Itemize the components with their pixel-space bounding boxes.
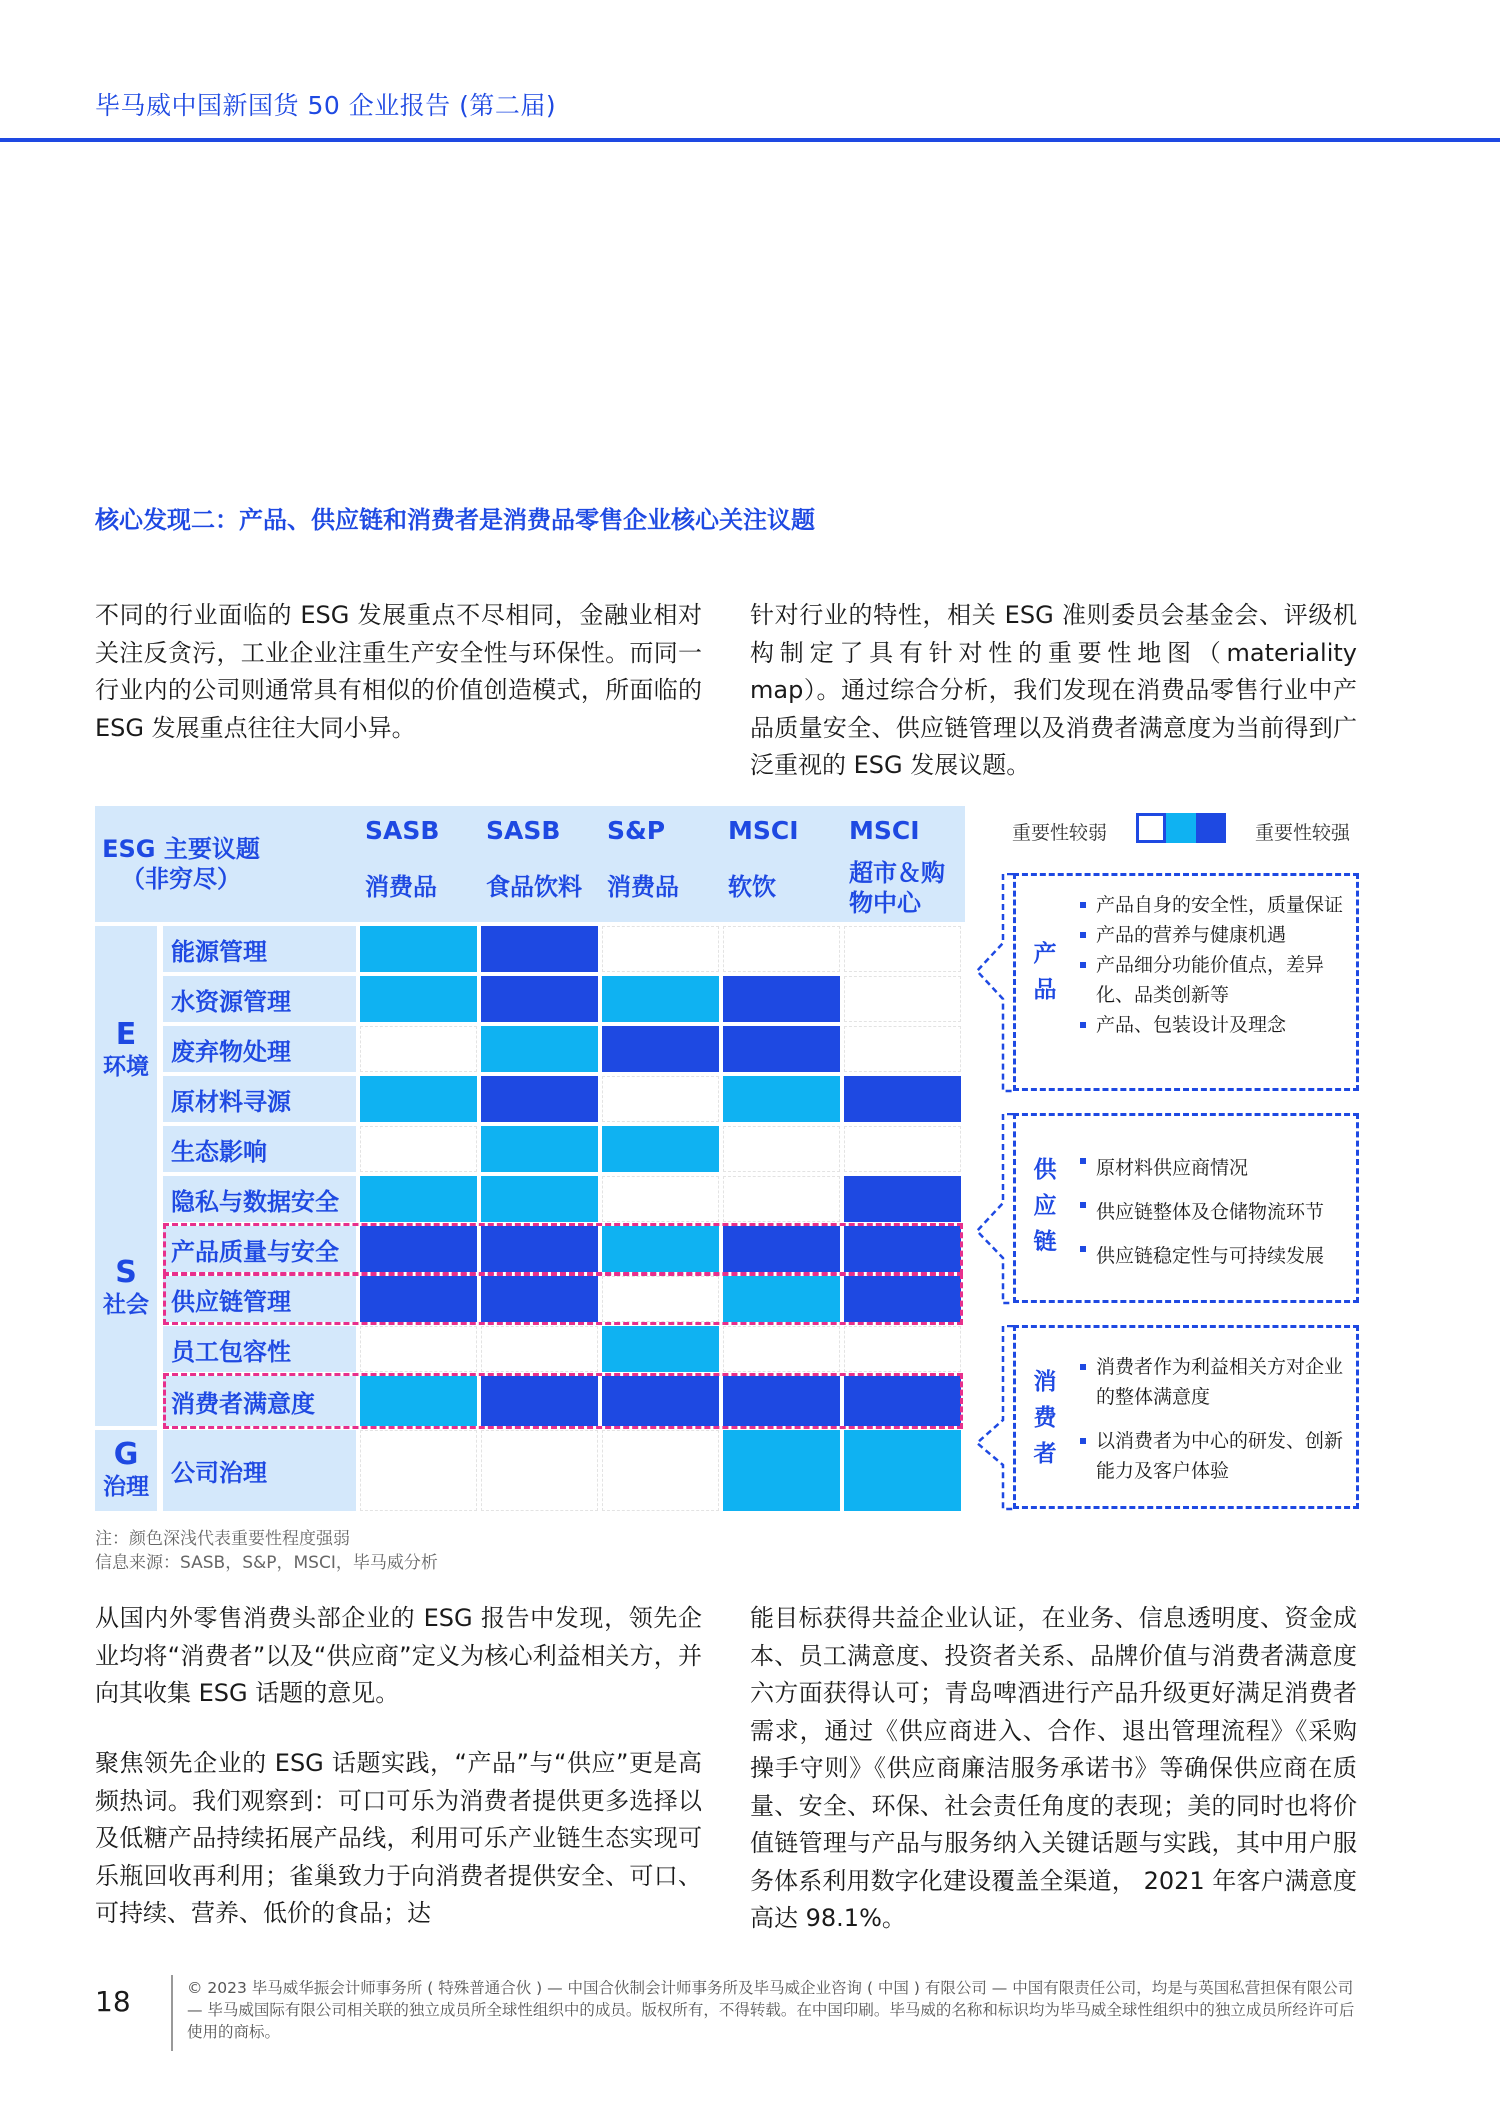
column-framework: SASB	[486, 816, 561, 845]
matrix-topic-cell: 水资源管理	[163, 976, 356, 1022]
matrix-cell	[602, 1076, 719, 1122]
legend-strong-label: 重要性较强	[1255, 822, 1351, 844]
matrix-cell	[602, 1430, 719, 1511]
list-item: 原材料供应商情况	[1078, 1146, 1344, 1190]
matrix-cell	[360, 1076, 477, 1122]
matrix-cell	[602, 1126, 719, 1172]
category-letter: S	[115, 1255, 137, 1290]
topic-box-product	[1013, 873, 1359, 1091]
matrix-cell	[481, 1430, 598, 1511]
column-industry: 软饮	[728, 873, 776, 901]
list-item: 供应链整体及仓储物流环节	[1078, 1190, 1344, 1234]
column-industry: 消费品	[365, 873, 437, 901]
matrix-cell	[481, 1176, 598, 1222]
matrix-cell	[723, 926, 840, 972]
matrix-cell	[844, 1326, 961, 1372]
matrix-topic-cell: 产品质量与安全	[163, 1226, 356, 1272]
category-name: 治理	[103, 1474, 149, 1500]
esg-materiality-matrix	[95, 806, 965, 1511]
matrix-cell	[602, 976, 719, 1022]
list-item: 消费者作为利益相关方对企业的整体满意度	[1078, 1352, 1344, 1412]
matrix-topic-cell: 原材料寻源	[163, 1076, 356, 1122]
list-item: 以消费者为中心的研发、创新能力及客户体验	[1078, 1426, 1344, 1486]
topic-box-supply-chain	[1013, 1113, 1359, 1303]
matrix-cell	[844, 1026, 961, 1072]
column-industry: 超市＆购物中心	[849, 859, 945, 917]
category-letter: G	[113, 1437, 139, 1472]
matrix-cell	[360, 1026, 477, 1072]
topic-title: 产品	[1033, 941, 1057, 1003]
matrix-cell	[602, 926, 719, 972]
matrix-cell	[602, 1176, 719, 1222]
matrix-cell	[723, 1430, 840, 1511]
category-name: 社会	[103, 1292, 149, 1318]
matrix-cell	[481, 1026, 598, 1072]
matrix-cell	[723, 1326, 840, 1372]
matrix-topic-cell: 员工包容性	[163, 1326, 356, 1372]
column-framework: S&P	[607, 816, 666, 845]
page-number: 18	[95, 1985, 131, 2018]
highlighted-row-outline	[163, 1273, 963, 1325]
highlighted-row-outline	[163, 1223, 963, 1275]
legend-swatch-none	[1136, 813, 1166, 843]
body-left-paragraph-2: 聚焦领先企业的 ESG 话题实践，“产品”与“供应”更是高频热词。我们观察到：可口可乐为消费者提供更多选择以及低糖产品持续拓展产品线，利用可乐产业链生态实现可乐瓶回收再利用；雀巢致力于向消费者提供安全、可口、可持续、营养、低价的食品；达	[95, 1749, 702, 1927]
matrix-cell	[723, 1126, 840, 1172]
column-framework: MSCI	[728, 816, 799, 845]
matrix-topic-cell: 供应链管理	[163, 1276, 356, 1322]
report-title: 毕马威中国新国货 50 企业报告 (第二届)	[95, 91, 557, 120]
matrix-cell	[481, 1326, 598, 1372]
matrix-cell	[844, 976, 961, 1022]
list-item: 产品的营养与健康机遇	[1078, 920, 1344, 950]
legend-weak-label: 重要性较弱	[1012, 822, 1108, 844]
matrix-topic-cell: 隐私与数据安全	[163, 1176, 356, 1222]
topic-item-list	[1078, 1146, 1344, 1278]
product-connector	[975, 873, 1015, 1143]
matrix-cell	[481, 976, 598, 1022]
topic-title: 消费者	[1033, 1369, 1057, 1467]
matrix-cell	[602, 1026, 719, 1072]
figure-notes	[95, 1527, 438, 1575]
figure-note: 注：颜色深浅代表重要性程度强弱	[95, 1529, 350, 1549]
matrix-cell	[481, 1076, 598, 1122]
matrix-cell	[844, 1176, 961, 1222]
matrix-cell	[481, 1126, 598, 1172]
matrix-cell	[360, 926, 477, 972]
list-item: 供应链稳定性与可持续发展	[1078, 1234, 1344, 1278]
matrix-cell	[723, 1176, 840, 1222]
list-item: 产品自身的安全性，质量保证	[1078, 890, 1344, 920]
matrix-topic-cell: 废弃物处理	[163, 1026, 356, 1072]
category-name: 环境	[103, 1054, 149, 1080]
legend-swatch-medium	[1166, 813, 1196, 843]
matrix-cell	[360, 1176, 477, 1222]
matrix-cell	[844, 1126, 961, 1172]
matrix-cell	[360, 1326, 477, 1372]
category-letter: E	[115, 1017, 137, 1052]
matrix-cell	[844, 1076, 961, 1122]
column-framework: MSCI	[849, 816, 920, 845]
footer-rule	[171, 1975, 173, 2051]
matrix-cell	[723, 1026, 840, 1072]
matrix-topic-cell: 能源管理	[163, 926, 356, 972]
supply-chain-connector	[975, 1113, 1015, 1313]
matrix-cell	[360, 976, 477, 1022]
legend-swatch-strong	[1196, 813, 1226, 843]
list-item: 产品、包装设计及理念	[1078, 1010, 1344, 1040]
matrix-topic-cell: 消费者满意度	[163, 1376, 356, 1426]
matrix-cell	[723, 976, 840, 1022]
column-industry: 食品饮料	[486, 873, 582, 901]
matrix-cell	[602, 1326, 719, 1372]
matrix-topic-cell: 生态影响	[163, 1126, 356, 1172]
topic-item-list	[1078, 890, 1344, 1040]
header-rule	[0, 138, 1500, 142]
matrix-header-label: ESG 主要议题（非穷尽）	[102, 835, 260, 893]
matrix-cell	[723, 1076, 840, 1122]
matrix-cell	[360, 1126, 477, 1172]
topic-title: 供应链	[1033, 1157, 1057, 1255]
column-framework: SASB	[365, 816, 440, 845]
consumer-connector	[975, 1325, 1015, 1515]
matrix-topic-cell: 公司治理	[163, 1430, 356, 1511]
list-item: 产品细分功能价值点，差异化、品类创新等	[1078, 950, 1344, 1010]
matrix-cell	[844, 1430, 961, 1511]
footer-copyright: © 2023 毕马威华振会计师事务所 ( 特殊普通合伙 ) — 中国合伙制会计师事务所及毕马威企业咨询 ( 中国 ) 有限公司 — 中国有限责任公司，均是与英国私营担保有限公司 — 毕马威国际有限公司相关联的独立成员所全球性组织中的成员。版权所有，不得转载。在中国印刷。毕马威的名称和标识均为毕马威全球性组织中的独立成员所经许可后使用的商标。	[187, 1979, 1355, 2041]
highlighted-row-outline	[163, 1373, 963, 1429]
matrix-cell	[360, 1430, 477, 1511]
category-governance	[95, 1430, 157, 1511]
section-heading: 核心发现二：产品、供应链和消费者是消费品零售企业核心关注议题	[95, 506, 815, 534]
matrix-cell	[844, 926, 961, 972]
intro-left-paragraph: 不同的行业面临的 ESG 发展重点不尽相同，金融业相对关注反贪污，工业企业注重生产安全性与环保性。而同一行业内的公司则通常具有相似的价值创造模式，所面临的 ESG 发展重点往往大同小异。	[95, 601, 702, 742]
category-environment	[95, 926, 157, 1176]
column-industry: 消费品	[607, 873, 679, 901]
topic-box-consumer	[1013, 1325, 1359, 1509]
topic-item-list	[1078, 1352, 1344, 1486]
category-social	[95, 1176, 157, 1426]
intro-right-paragraph: 针对行业的特性，相关 ESG 准则委员会基金会、评级机构制定了具有针对性的重要性地图（materiality map）。通过综合分析，我们发现在消费品零售行业中产品质量安全、供应链管理以及消费者满意度为当前得到广泛重视的 ESG 发展议题。	[750, 601, 1357, 779]
matrix-cell	[481, 926, 598, 972]
body-left-paragraph-1: 从国内外零售消费头部企业的 ESG 报告中发现，领先企业均将“消费者”以及“供应商”定义为核心利益相关方，并向其收集 ESG 话题的意见。	[95, 1604, 702, 1707]
body-right-paragraph: 能目标获得共益企业认证，在业务、信息透明度、资金成本、员工满意度、投资者关系、品牌价值与消费者满意度六方面获得认可；青岛啤酒进行产品升级更好满足消费者需求，通过《供应商进入、合作、退出管理流程》《采购操手守则》《供应商廉洁服务承诺书》等确保供应商在质量、安全、环保、社会责任角度的表现；美的同时也将价值链管理与产品与服务纳入关键话题与实践，其中用户服务体系利用数字化建设覆盖全渠道， 2021 年客户满意度高达 98.1%。	[750, 1604, 1357, 1932]
figure-source: 信息来源：SASB，S&P，MSCI，毕马威分析	[95, 1553, 438, 1573]
